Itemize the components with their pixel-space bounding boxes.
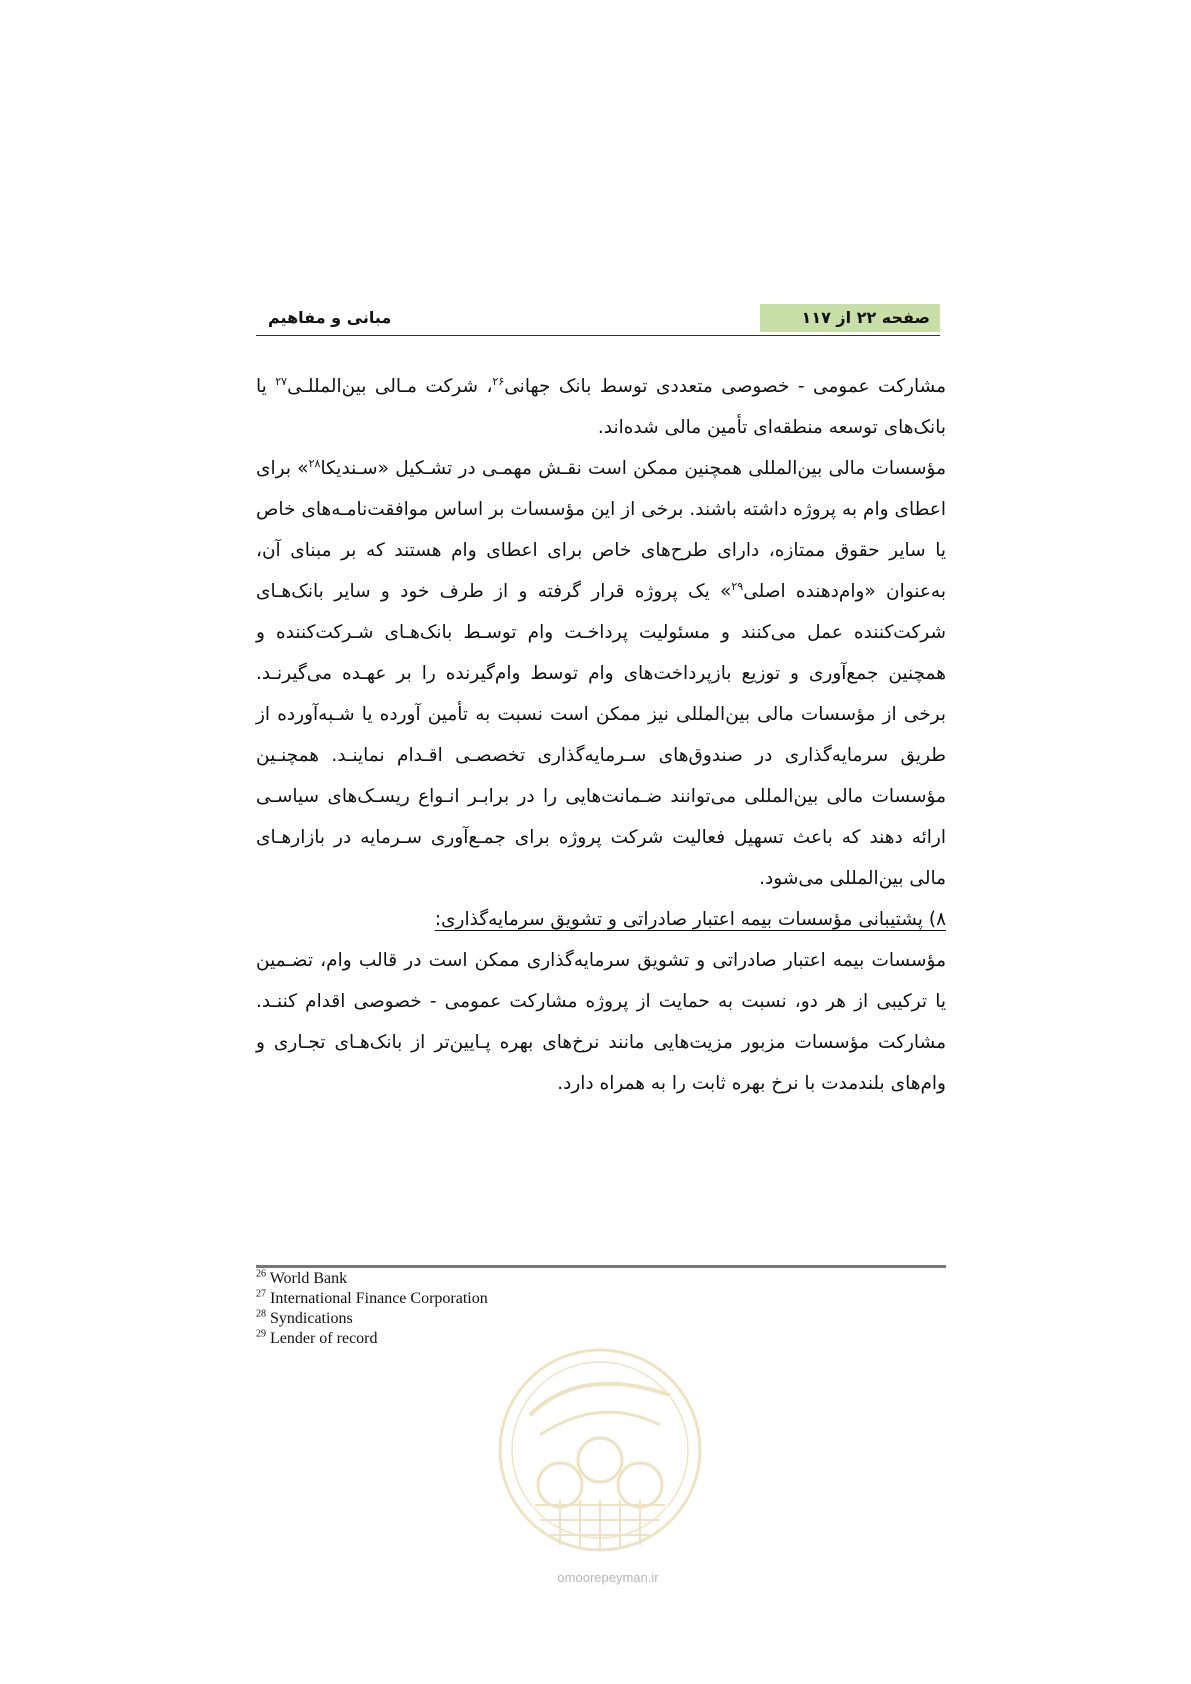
footnote-number: 27 [256,1288,266,1300]
section-heading-8 [256,899,946,940]
footnote-27 [256,1289,856,1309]
paragraph-3: مؤسسات بیمه اعتبار صادراتی و تشویق سرمایه‌گذاری ممکن است در قالب وام، تضـمین یا ترکیبی از هر دو، نسبت به حمایت از پروژه مشارکت عمومی - خصوصی اقدام کننـد. مشارکت مؤسسات مزبور مزیت‌هایی مانند نرخ‌های بهره پـایین‌تر از بانک‌هـای تجـاری و وام‌های بلندمدت با نرخ بهره ثابت را به همراه دارد. [256,950,946,1094]
watermark-logo-icon [490,1335,710,1565]
page-number-label: صفحه ۲۲ از ۱۱۷ [760,304,940,332]
p1-text-a: مشارکت عمومی - خصوصی متعددی توسط بانک جهانی [504,376,946,397]
footnote-ref-28[interactable]: ۲۸ [308,456,321,470]
paragraph-1 [256,366,946,448]
footnote-26 [256,1269,856,1289]
footnote-ref-26[interactable]: ۲۶ [492,374,505,388]
p2-text-b: » برای اعطای وام به پروژه داشته باشند. برخی از این مؤسسات بر اساس موافقت‌نامـه‌های خاص یا سایر حقوق ممتازه، دارای طرح‌های خاص برای اعطای وام هستند که بر مبنای آن، به‌عنوان «وام‌دهنده اصلی [256,458,946,602]
body-text [256,366,946,1104]
footnote-text: World Bank [269,1270,348,1287]
footnote-text: International Finance Corporation [270,1290,488,1307]
paragraph-2 [256,448,946,899]
footnote-number: 28 [256,1308,266,1320]
watermark-site: omoorepeyman.ir [557,1570,659,1585]
p1-text-b: ، شرکت مـالی بین‌المللـی [287,376,493,397]
footnote-divider [256,1265,946,1268]
section-title: مبانی و مفاهیم [268,308,392,327]
page-header [256,304,940,336]
footnote-number: 29 [256,1328,266,1340]
footnote-28 [256,1309,856,1329]
footnote-ref-29[interactable]: ۲۹ [731,579,744,593]
footnote-number: 26 [256,1268,266,1280]
footnote-ref-27[interactable]: ۲۷ [275,374,288,388]
footnote-text: Syndications [270,1310,353,1327]
footnote-text: Lender of record [270,1330,378,1347]
p2-text-c: » یک پروژه قرار گرفته و از طرف خود و سایر بانک‌هـای شرکت‌کننده عمل می‌کنند و مسئولیت پرداخـت وام توسـط بانک‌هـای شـرکت‌کننده و همچنین جمع‌آوری و توزیع بازپرداخت‌های وام توسط وام‌گیرنده را بر عهـده می‌گیرنـد. برخی از مؤسسات مالی بین‌المللی نیز ممکن است نسبت به تأمین آورده یا شـبه‌آورده از طریق سرمایه‌گذاری در صندوق‌های سـرمایه‌گذاری تخصصـی اقـدام نماینـد. همچنـین مؤسسات مالی بین‌المللی می‌توانند ضـمانت‌هایی را در برابـر انـواع ریسـک‌های سیاسـی ارائه دهند که باعث تسهیل فعالیت شرکت پروژه برای جمـع‌آوری سـرمایه در بازارهـای مالی بین‌المللی می‌شود. [256,581,946,889]
p2-text-a: مؤسسات مالی بین‌المللی همچنین ممکن است نقـش مهمـی در تشـکیل «سـندیکا [320,458,946,479]
section-heading-text: ۸) پشتیبانی مؤسسات بیمه اعتبار صادراتی و تشویق سرمایه‌گذاری: [434,909,946,930]
p1-text-c: یا بانک‌های توسعه منطقه‌ای تأمین مالی شده‌اند. [256,376,946,438]
